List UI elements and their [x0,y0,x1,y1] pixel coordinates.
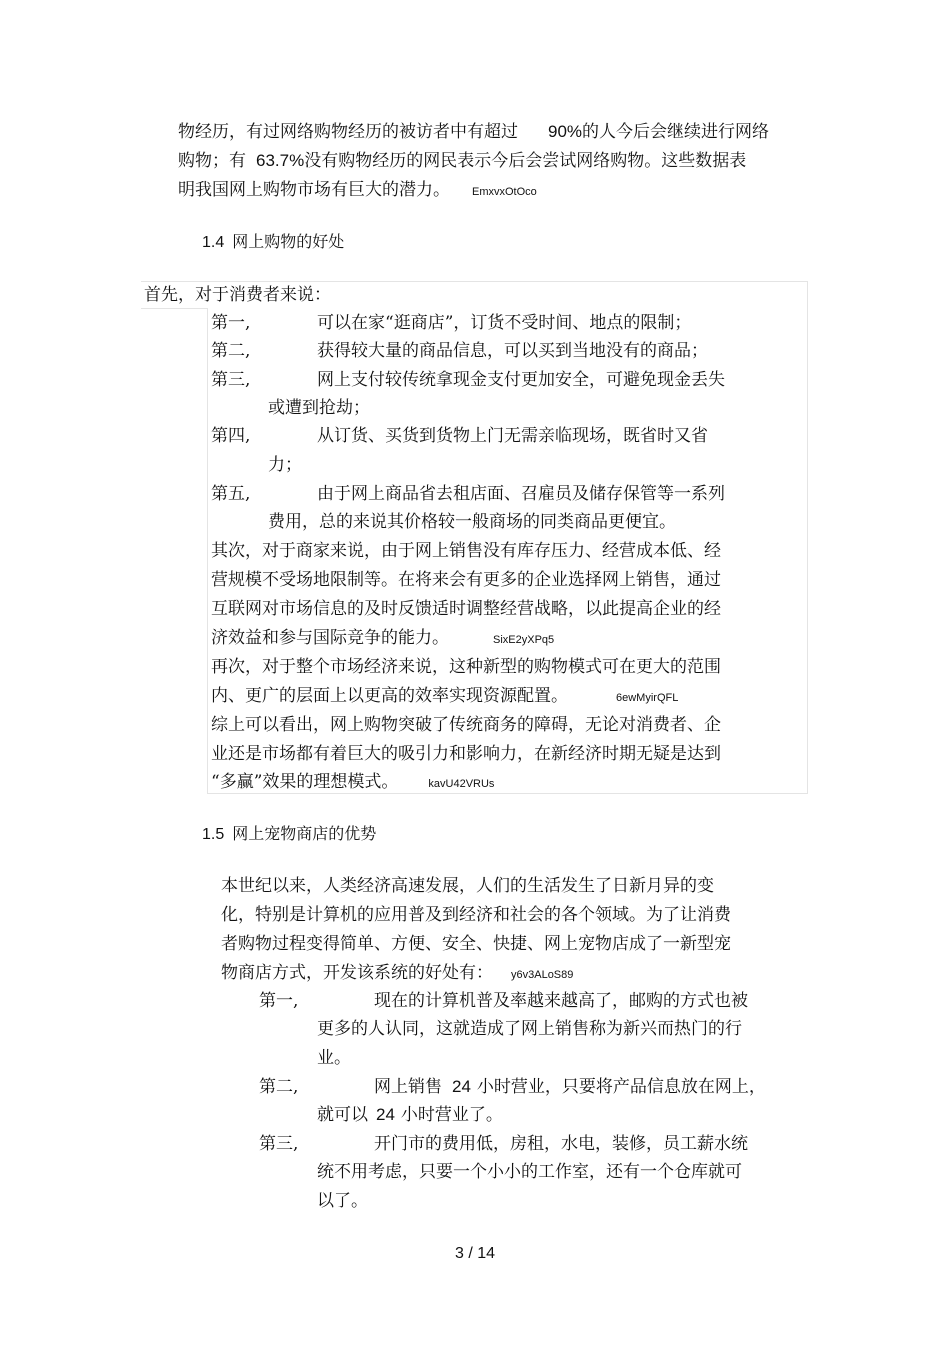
ref-code: SixE2yXPq5 [493,634,555,646]
ref-code: EmxvxOtOco [472,186,537,198]
point-text: 网上支付较传统拿现金支付更加安全，可避免现金丢失 [317,370,725,390]
page-number: 3 / 14 [454,1245,496,1262]
summary-line: “多赢”效果的理想模式。 kavU42VRUs [211,772,495,792]
point-text: 由于网上商品省去租店面、召雇员及储存保管等一系列 [317,484,725,504]
point-label: 第三, [211,370,251,390]
pet-intro-line: 化，特别是计算机的应用普及到经济和社会的各个领域。为了让消费 [221,905,731,925]
ref-code: y6v3ALoS89 [511,969,574,981]
pet-point-label: 第一, [259,991,299,1011]
market-line: 内、更广的层面上以更高的效率实现资源配置。 6ewMyirQFL [211,686,679,706]
summary-line: 综上可以看出，网上购物突破了传统商务的障碍，无论对消费者、企 [211,715,721,735]
pet-point-text-cont: 以了。 [317,1191,368,1211]
merchant-line: 互联网对市场信息的及时反馈适时调整经营战略，以此提高企业的经 [211,599,721,619]
pet-point-text: 网上销售 24 小时营业，只要将产品信息放在网上， [374,1077,766,1097]
intro-line-3: 明我国网上购物市场有巨大的潜力。 EmxvxOtOco [178,180,537,200]
point-text-cont: 费用，总的来说其价格较一般商场的同类商品更便宜。 [268,512,676,532]
ref-code: kavU42VRUs [428,778,495,790]
pet-point-label: 第三, [259,1134,299,1154]
pet-point-text: 开门市的费用低，房租，水电，装修，员工薪水统 [374,1134,748,1154]
pet-point-text: 现在的计算机普及率越来越高了，邮购的方式也被 [374,991,748,1011]
merchant-line: 济效益和参与国际竞争的能力。 SixE2yXPq5 [211,628,555,648]
pet-intro-line: 本世纪以来，人类经济高速发展，人们的生活发生了日新月异的变 [221,876,714,896]
pet-point-text-cont: 统不用考虑，只要一个小小的工作室，还有一个仓库就可 [317,1162,742,1182]
intro-line-1: 物经历，有过网络购物经历的被访者中有超过 90%的人今后会继续进行网络 [178,122,770,142]
section-heading-1-4: 1.4 网上购物的好处 [202,232,345,251]
merchant-line: 营规模不受场地限制等。在将来会有更多的企业选择网上销售，通过 [211,570,721,590]
summary-line: 业还是市场都有着巨大的吸引力和影响力，在新经济时期无疑是达到 [211,744,721,764]
market-line: 再次，对于整个市场经济来说，这种新型的购物模式可在更大的范围 [211,657,721,677]
pet-point-text-cont: 就可以 24 小时营业了。 [317,1105,503,1125]
point-text-cont: 或遭到抢劫； [268,398,370,418]
point-text: 从订货、买货到货物上门无需亲临现场，既省时又省 [317,426,708,446]
pet-point-text-cont: 业。 [317,1048,351,1068]
consumer-heading: 首先，对于消费者来说： [144,285,331,305]
point-text: 获得较大量的商品信息，可以买到当地没有的商品； [317,341,708,361]
point-text-cont: 力； [268,455,302,475]
pet-point-label: 第二, [259,1077,299,1097]
point-label: 第四, [211,426,251,446]
pet-intro-line: 物商店方式，开发该系统的好处有： y6v3ALoS89 [221,963,574,983]
ref-code: 6ewMyirQFL [616,692,679,704]
point-label: 第一, [211,313,251,333]
section-heading-1-5: 1.5 网上宠物商店的优势 [202,824,377,843]
point-label: 第二, [211,341,251,361]
intro-line-2: 购物；有 63.7%没有购物经历的网民表示今后会尝试网络购物。这些数据表 [178,151,747,171]
merchant-line: 其次，对于商家来说，由于网上销售没有库存压力、经营成本低、经 [211,541,721,561]
point-label: 第五, [211,484,251,504]
point-text: 可以在家“逛商店”，订货不受时间、地点的限制； [317,313,692,333]
pet-intro-line: 者购物过程变得简单、方便、安全、快捷、网上宠物店成了一新型宠 [221,934,731,954]
pet-point-text-cont: 更多的人认同，这就造成了网上销售称为新兴而热门的行 [317,1019,742,1039]
